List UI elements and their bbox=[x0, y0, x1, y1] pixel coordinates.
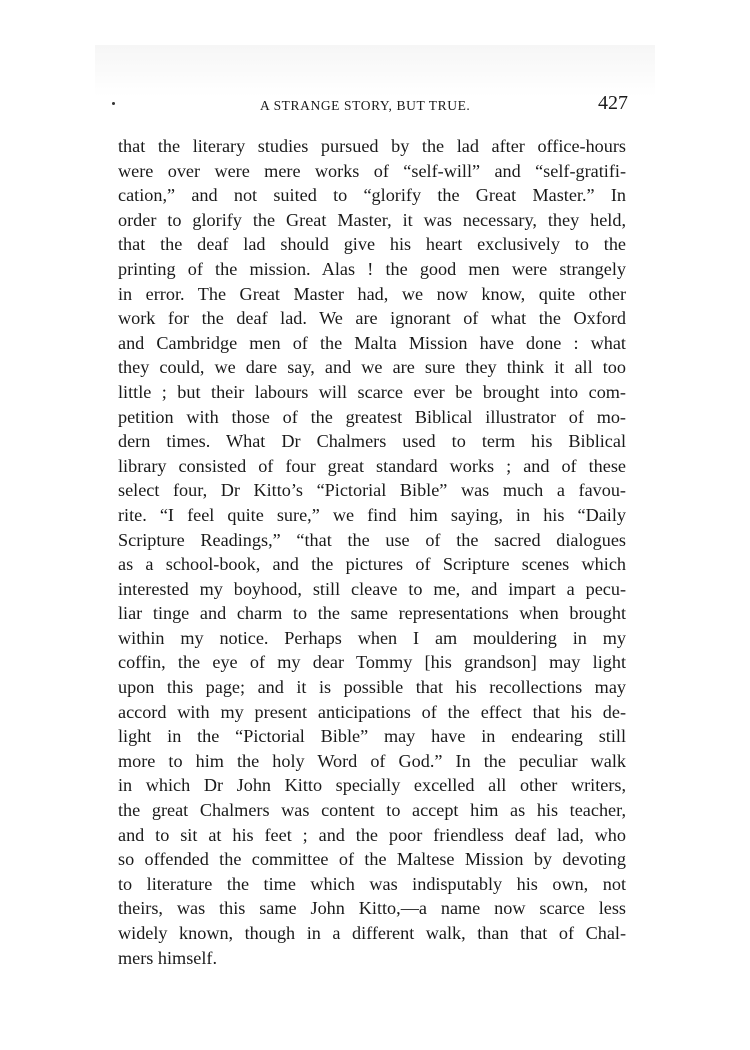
text-line: as a school-book, and the pictures of Scripture scenes which bbox=[118, 554, 626, 575]
text-line: rite. “I feel quite sure,” we find him saying, in his “Daily bbox=[118, 504, 626, 525]
page-number: 427 bbox=[598, 92, 628, 114]
text-line: upon this page; and it is possible that his recollections may bbox=[118, 677, 626, 698]
text-line: Scripture Readings,” “that the use of the sacred dialogues bbox=[118, 529, 626, 550]
text-line: widely known, though in a different walk, than that of Chal- bbox=[118, 923, 626, 943]
text-line: liar tinge and charm to the same representations when brought bbox=[118, 603, 626, 624]
text-line: order to glorify the Great Master, it was necessary, they held, bbox=[118, 209, 626, 230]
text-line: dern times. What Dr Chalmers used to term his Biblical bbox=[118, 431, 626, 452]
scan-shadow bbox=[95, 45, 655, 97]
text-line: little ; but their labours will scarce ever be brought into com- bbox=[118, 381, 626, 402]
text-line: interested my boyhood, still cleave to me, and impart a pecu- bbox=[118, 578, 626, 599]
text-line: they could, we dare say, and we are sure they think it all too bbox=[118, 357, 626, 378]
text-line: work for the deaf lad. We are ignorant of what the Oxford bbox=[118, 308, 626, 329]
text-line: select four, Dr Kitto’s “Pictorial Bible” was much a favou- bbox=[118, 480, 626, 501]
text-line: cation,” and not suited to “glorify the Great Master.” In bbox=[118, 185, 626, 206]
text-line: theirs, was this same John Kitto,—a name now scarce less bbox=[118, 898, 626, 919]
text-line: coffin, the eye of my dear Tommy [his grandson] may light bbox=[118, 652, 626, 673]
text-line: that the deaf lad should give his heart exclusively to the bbox=[118, 234, 626, 255]
body-text bbox=[118, 134, 626, 970]
running-head: A STRANGE STORY, BUT TRUE. bbox=[260, 98, 471, 113]
text-line: were over were mere works of “self-will” and “self-gratifi- bbox=[118, 160, 626, 181]
text-line: accord with my present anticipations of the effect that his de- bbox=[118, 701, 626, 722]
text-line: and to sit at his feet ; and the poor friendless deaf lad, who bbox=[118, 824, 626, 845]
text-line: and Cambridge men of the Malta Mission have done : what bbox=[118, 332, 626, 353]
text-line: so offended the committee of the Maltese Mission by devoting bbox=[118, 849, 626, 870]
text-line: printing of the mission. Alas ! the good men were strangely bbox=[118, 258, 626, 279]
stray-ink-dot bbox=[112, 102, 115, 105]
text-line: in which Dr John Kitto specially excelled all other writers, bbox=[118, 775, 626, 796]
text-line: in error. The Great Master had, we now know, quite other bbox=[118, 283, 626, 304]
text-line: within my notice. Perhaps when I am mouldering in my bbox=[118, 627, 626, 648]
text-line: to literature the time which was indisputably his own, not bbox=[118, 873, 626, 894]
text-line: more to him the holy Word of God.” In the peculiar walk bbox=[118, 750, 626, 771]
text-line: the great Chalmers was content to accept him as his teacher, bbox=[118, 800, 626, 821]
text-line: that the literary studies pursued by the lad after office-hours bbox=[118, 136, 626, 156]
page-header bbox=[118, 92, 628, 122]
text-line: light in the “Pictorial Bible” may have in endearing still bbox=[118, 726, 626, 747]
text-line: mers himself. bbox=[118, 947, 218, 968]
text-line: petition with those of the greatest Biblical illustrator of mo- bbox=[118, 406, 626, 427]
text-line: library consisted of four great standard works ; and of these bbox=[118, 455, 626, 476]
